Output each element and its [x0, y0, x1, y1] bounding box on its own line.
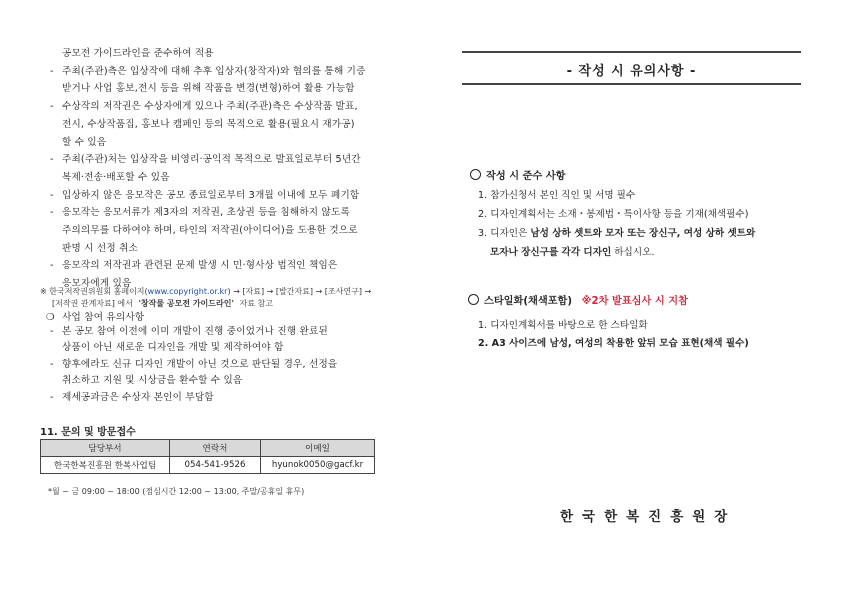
section-a-item-3 — [478, 227, 755, 240]
bullet-item-text: 수상작의 저작권은 수상자에게 있으나 주최(주관)측은 수상작품 발표, — [62, 101, 358, 113]
continuation-text: 전시, 수상작품집, 홍보나 캠페인 등의 목적으로 활용(필요시 재가공) — [62, 118, 355, 130]
section-a-item-3-cont — [490, 246, 654, 259]
section-b-item-2: 2. A3 사이즈에 남성, 여성의 착용한 앞뒤 모습 표현(채색 필수) — [478, 338, 749, 349]
note-text-path: ) → [자료] → [발간자료] → [조사연구] → — [227, 287, 372, 296]
bullet-item-text: 주최(주관)측은 입상작에 대해 추후 입상자(창작자)와 협의를 통해 기증 — [62, 65, 366, 77]
participation-heading-text: 사업 참여 유의사항 — [62, 312, 145, 323]
bullet-item-text: 주최(주관)처는 입상작을 비영리·공익적 목적으로 발표일로부터 5년간 — [62, 154, 361, 166]
section-a-heading-text: 작성 시 준수 사항 — [486, 171, 566, 182]
item-3-suffix: 하십시오. — [611, 247, 655, 258]
dash-bullet: - — [50, 260, 54, 272]
copyright-link[interactable]: www.copyright.or.kr — [147, 287, 228, 296]
item-3-emphasis: 남성 상하 셋트와 모자 또는 장신구, 여성 상하 셋트와 — [530, 228, 756, 239]
dash-bullet: - — [50, 101, 54, 113]
note-text: [저작권 관계자료] 에서 — [52, 299, 133, 308]
table-header: 연락처 — [170, 440, 261, 457]
table-header: 이메일 — [261, 440, 375, 457]
bullet-item-text: 응모작의 저작권과 관련된 문제 발생 시 민·형사상 법적인 책임은 — [62, 260, 338, 272]
table-cell-phone: 054-541-9526 — [170, 457, 261, 474]
section-b-heading — [468, 292, 688, 307]
section-b-heading-text: 스타일화(채색포함) — [484, 296, 573, 307]
bullet-item-text: 향후에라도 신규 디자인 개발이 아닌 것으로 판단될 경우, 선정을 — [62, 358, 338, 370]
note-text: 자료 참고 — [239, 299, 273, 308]
circle-bullet-icon — [470, 169, 481, 180]
note-text: 한국저작권위원회 홈페이지( — [49, 287, 148, 296]
contact-table — [40, 439, 375, 474]
title-top-rule — [462, 51, 801, 53]
section-a-heading — [470, 167, 566, 182]
section-a-item-2: 2. 디자인계획서는 소재・봉제법・특이사항 등을 기재(채색필수) — [478, 209, 749, 220]
circle-bullet-icon — [468, 294, 479, 305]
table-cell-department: 한국한복진흥원 한복사업팀 — [41, 457, 170, 474]
bullet-item-text: 입상하지 않은 응모작은 공모 종료일로부터 3개월 이내에 모두 폐기함 — [62, 189, 360, 201]
dash-bullet: - — [50, 65, 54, 77]
continuation-text: 복제·전송·배포할 수 있음 — [62, 171, 170, 183]
table-row — [41, 457, 375, 474]
section-11-title: 11. 문의 및 방문접수 — [40, 427, 136, 438]
table-cell-email: hyunok0050@gacf.kr — [261, 457, 375, 474]
title-bottom-rule — [462, 83, 801, 85]
office-hours-note: *월 ~ 금 09:00 ~ 18:00 (점심시간 12:00 ~ 13:00, 주말/공휴일 휴무) — [48, 487, 305, 496]
continuation-text: 취소하고 지원 및 시상금을 환수할 수 있음 — [62, 375, 243, 387]
item-3-emphasis-2: 모자나 장신구를 각각 디자인 — [490, 247, 612, 258]
reference-note-line2 — [52, 298, 273, 309]
reference-note-line1 — [40, 286, 371, 297]
continuation-text: 주의의무를 다하여야 하며, 타인의 저작권(아이디어)을 도용한 것으로 — [62, 225, 358, 236]
section-b-heading-note: ※2차 발표심사 시 지참 — [581, 296, 688, 307]
issuer-signature: 한국한복진흥원장 — [560, 509, 737, 525]
dash-bullet: - — [50, 391, 54, 403]
dash-bullet: - — [50, 189, 54, 201]
section-b-item-1: 1. 디자인계획서를 바탕으로 한 스타일화 — [478, 320, 648, 331]
circle-bullet-icon: ❍ — [46, 312, 55, 323]
note-mark: ※ — [40, 287, 47, 296]
dash-bullet: - — [50, 207, 54, 219]
continuation-text: 판명 시 선정 취소 — [62, 242, 139, 254]
continuation-text: 공모전 가이드라인을 준수하여 적용 — [62, 48, 214, 59]
dash-bullet: - — [50, 326, 54, 337]
bullet-item-text: 응모작는 응모서류가 제3자의 저작권, 초상권 등을 침해하지 않도록 — [62, 207, 350, 219]
continuation-text: 받거나 사업 홍보,전시 등을 위해 작품을 변경(변형)하여 활용 가능함 — [62, 83, 355, 95]
table-header-row — [41, 440, 375, 457]
dash-bullet: - — [50, 154, 54, 166]
dash-bullet: - — [50, 358, 54, 370]
right-title: - 작성 시 유의사항 - — [566, 64, 697, 79]
bullet-item-text: 제세공과금은 수상자 본인이 부담함 — [62, 391, 214, 403]
bullet-item-text: 본 공모 참여 이전에 이미 개발이 진행 중이었거나 진행 완료된 — [62, 326, 328, 337]
continuation-text: 상품이 아닌 새로운 디자인을 개발 및 제작하여야 함 — [62, 342, 284, 354]
participation-heading — [46, 311, 144, 324]
item-3-prefix: 3. 디자인은 — [478, 228, 531, 239]
guideline-title: '창작물 공모전 가이드라인' — [138, 299, 234, 308]
table-header: 담당부서 — [41, 440, 170, 457]
section-a-item-1: 1. 참가신청서 본인 직인 및 서명 필수 — [478, 190, 636, 201]
continuation-text: 할 수 있음 — [62, 136, 107, 148]
continuation-text: 응모자에게 있음 — [62, 278, 132, 290]
